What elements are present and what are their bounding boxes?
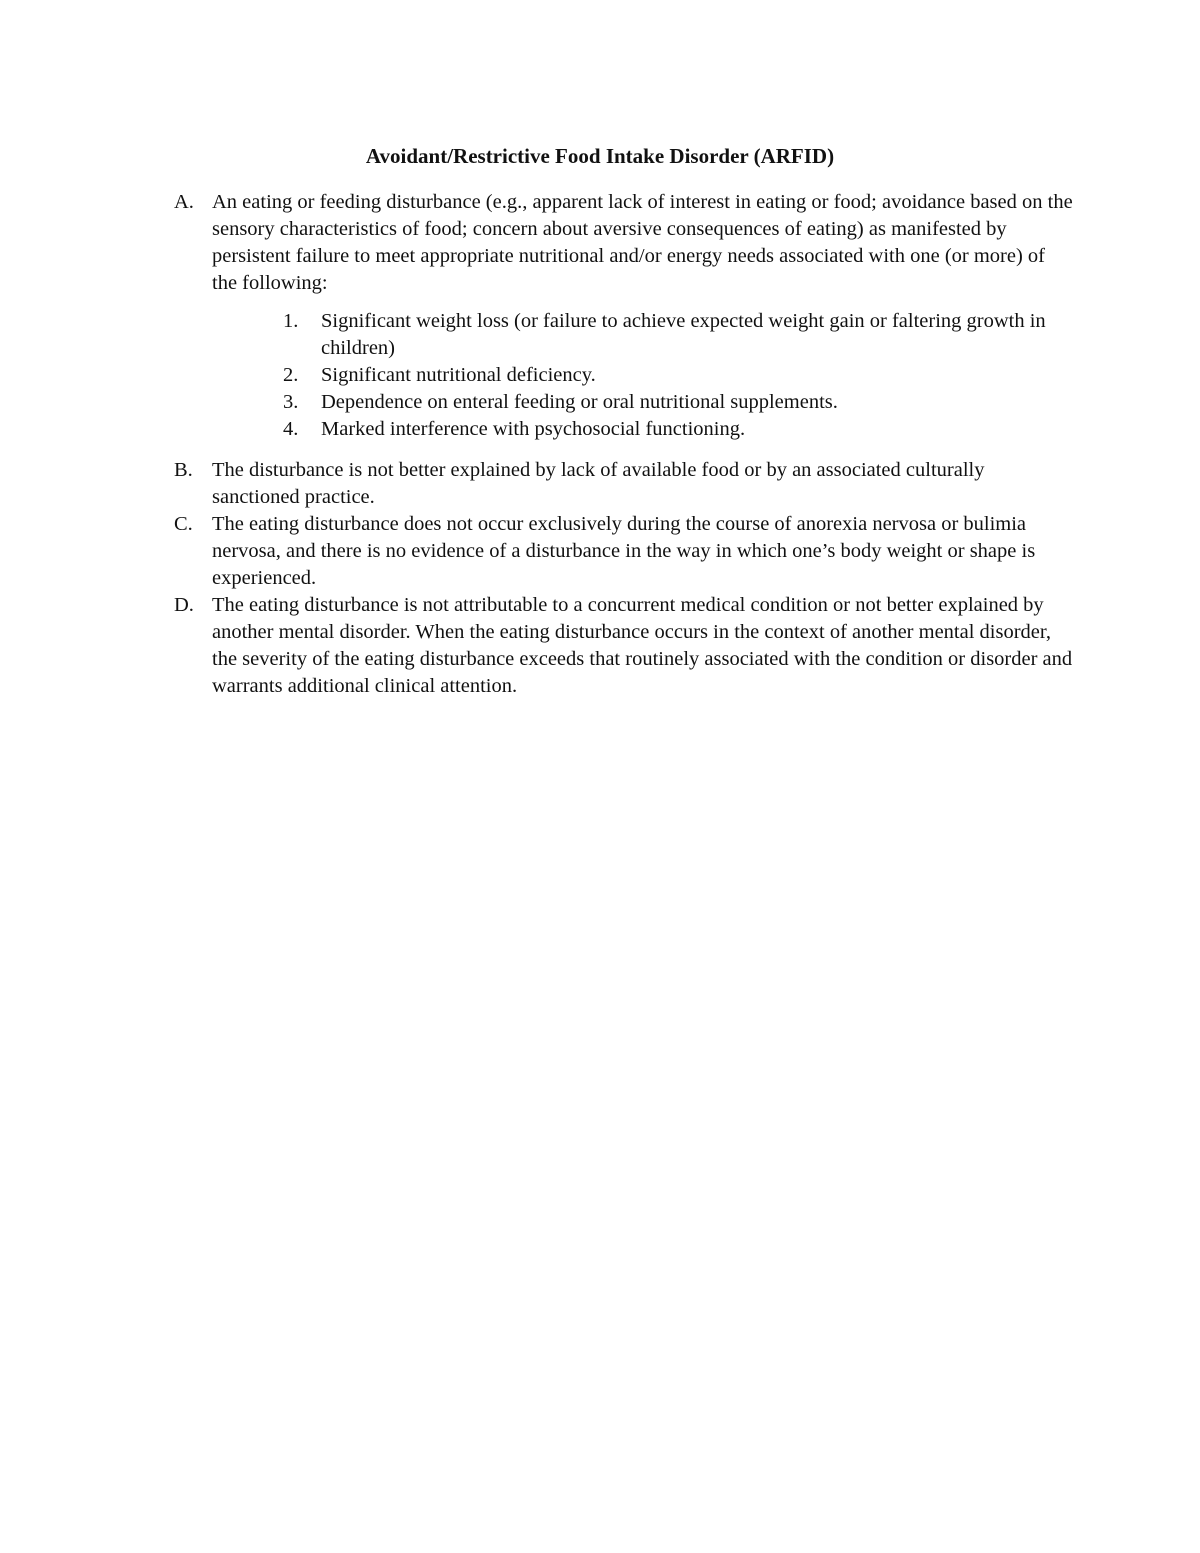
- list-item: [283, 389, 1074, 416]
- criterion-marker: B.: [174, 459, 193, 481]
- criterion-text: The disturbance is not better explained by lack of available food or by an associated culturally sanctioned practice.: [212, 459, 985, 508]
- criterion-a: [174, 189, 1074, 443]
- criterion-b: [174, 457, 1074, 511]
- criterion-text: An eating or feeding disturbance (e.g., apparent lack of interest in eating or food; avoidance based on the sensory characteristics of food; concern about aversive consequences of eating) as manifested by persistent failure to meet appropriate nutritional and/or energy needs associated with one (or more) of the following:: [212, 191, 1073, 294]
- list-item: [283, 362, 1074, 389]
- criterion-c: [174, 511, 1074, 592]
- list-item: [283, 308, 1074, 362]
- list-item-text: Dependence on enteral feeding or oral nutritional supplements.: [321, 391, 838, 413]
- list-item-marker: 4.: [283, 418, 299, 440]
- list-item: [283, 416, 1074, 443]
- list-item-text: Significant weight loss (or failure to achieve expected weight gain or faltering growth in children): [321, 310, 1046, 359]
- criterion-a-sublist: [212, 308, 1074, 443]
- criterion-text: The eating disturbance is not attributable to a concurrent medical condition or not better explained by another mental disorder. When the eating disturbance occurs in the context of another mental disorder, the severity of the eating disturbance exceeds that routinely associated with the condition or disorder and warrants additional clinical attention.: [212, 594, 1073, 697]
- criterion-d: [174, 592, 1074, 700]
- criterion-text: The eating disturbance does not occur exclusively during the course of anorexia nervosa or bulimia nervosa, and there is no evidence of a disturbance in the way in which one’s body weight or shape is experienced.: [212, 513, 1036, 589]
- criterion-marker: D.: [174, 594, 194, 616]
- list-item-marker: 3.: [283, 391, 299, 413]
- list-item-marker: 1.: [283, 310, 299, 332]
- document-title: Avoidant/Restrictive Food Intake Disorder (ARFID): [365, 144, 835, 168]
- list-item-marker: 2.: [283, 364, 299, 386]
- criterion-marker: C.: [174, 513, 193, 535]
- list-item-text: Significant nutritional deficiency.: [321, 364, 596, 386]
- criteria-list: [174, 189, 1074, 700]
- criterion-marker: A.: [174, 191, 194, 213]
- list-item-text: Marked interference with psychosocial functioning.: [321, 418, 746, 440]
